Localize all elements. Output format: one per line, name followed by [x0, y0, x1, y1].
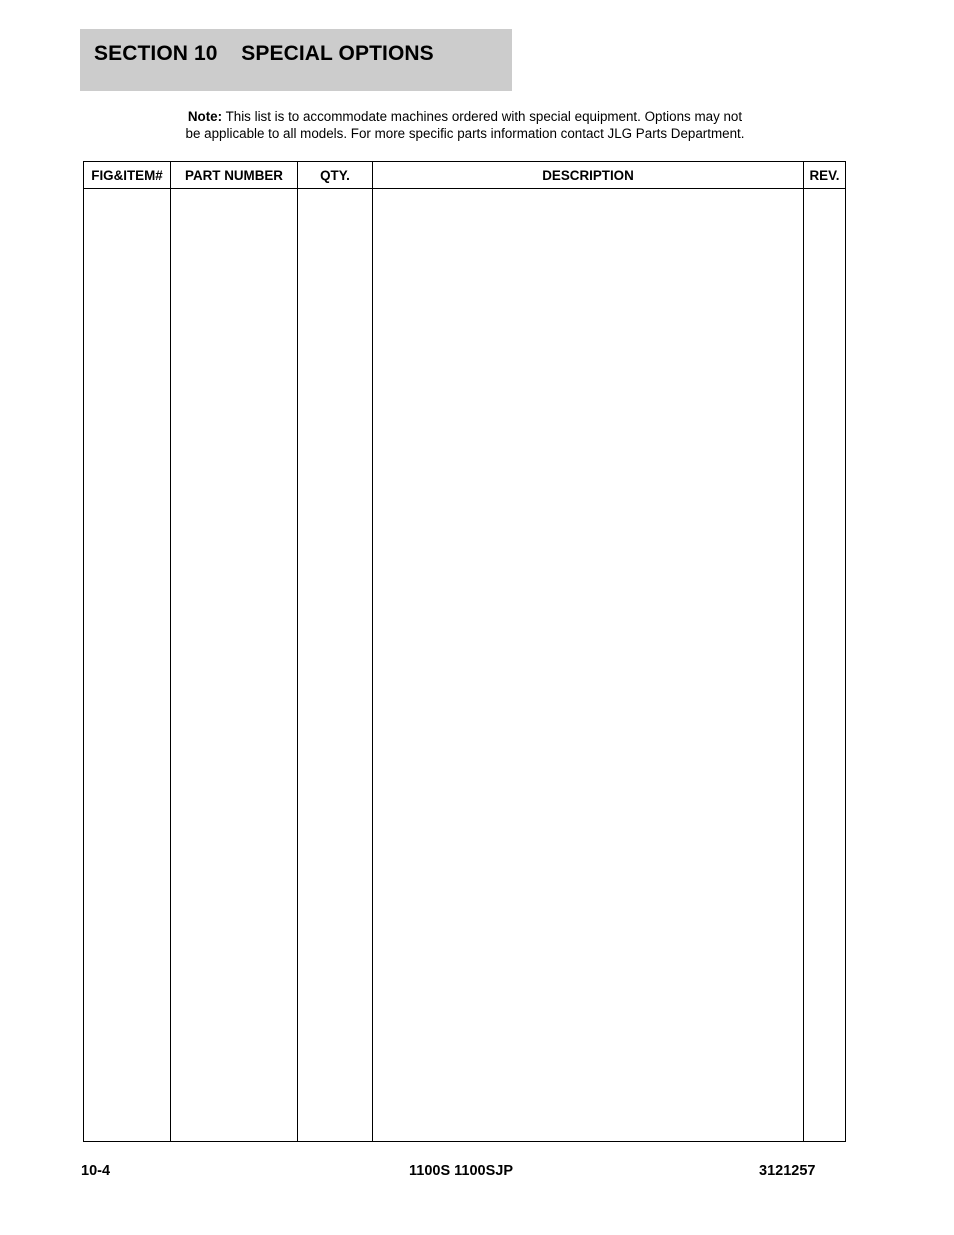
section-banner — [80, 29, 512, 91]
footer-doc-number: 3121257 — [759, 1163, 816, 1179]
part-number-column — [171, 189, 298, 1142]
description-column — [373, 189, 804, 1142]
column-header-description: DESCRIPTION — [373, 162, 804, 189]
column-header-fig-item: FIG&ITEM# — [84, 162, 171, 189]
column-header-qty: QTY. — [298, 162, 373, 189]
footer-page-number: 10-4 — [81, 1163, 111, 1179]
qty-column — [298, 189, 373, 1142]
note-text-line2: be applicable to all models. For more specific parts information contact JLG Parts Department. — [185, 126, 745, 141]
column-header-rev: REV. — [804, 162, 846, 189]
note-label: Note: — [187, 109, 223, 124]
table-body-row — [84, 189, 846, 1142]
rev-column — [804, 189, 846, 1142]
column-header-part-number: PART NUMBER — [171, 162, 298, 189]
section-title: SECTION 10 SPECIAL OPTIONS — [94, 42, 434, 65]
parts-table — [83, 161, 846, 1142]
note-paragraph — [150, 108, 780, 142]
note-text-line1: This list is to accommodate machines ordered with special equipment. Options may not — [225, 109, 743, 124]
fig-item-column — [84, 189, 171, 1142]
footer-model: 1100S 1100SJP — [409, 1163, 514, 1179]
table-header-row — [84, 162, 846, 189]
